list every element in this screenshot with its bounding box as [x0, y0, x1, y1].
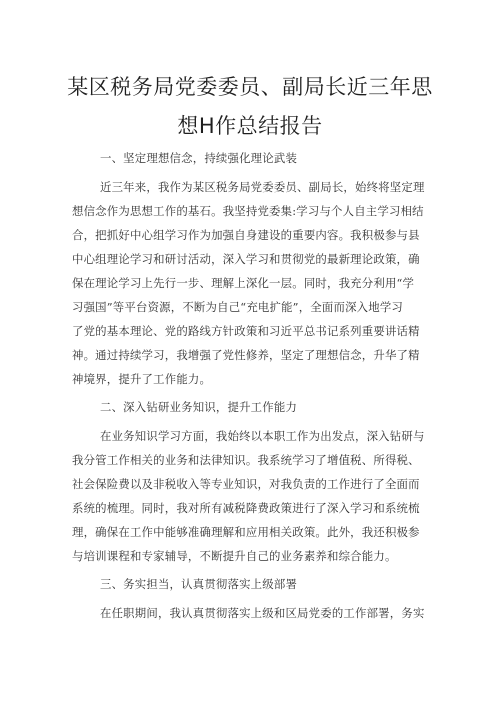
section-heading-1: 一、坚定理想信念，持续强化理论武装 — [100, 151, 298, 165]
paragraph-line: 习强国”等平台资源，不断为自己“充电扩能”，全面而深入地学习 — [72, 300, 404, 314]
paragraph-line: 合，把抓好中心组学习作为加强自身建设的重要内容。我积极参与县 — [72, 228, 420, 242]
paragraph-line: 系统的梳理。同时，我对所有减税降费政策进行了深入学习和系统梳 — [72, 501, 420, 515]
paragraph-line: 理，确保在工作中能够准确理解和应用相关政策。此外，我还积极参 — [72, 525, 420, 539]
paragraph-line: 在任职期间，我认真贯彻落实上级和区局党委的工作部署，务实 — [100, 606, 425, 620]
paragraph-line: 在业务知识学习方面，我始终以本职工作为出发点，深入钻研与 — [100, 429, 425, 443]
paragraph-line: 社会保险费以及非税收入等专业知识，对我负责的工作进行了全面而 — [72, 477, 420, 491]
document-title-line-2: 想H作总结报告 — [177, 114, 323, 138]
paragraph-line: 中心组理论学习和研讨活动，深入学习和贯彻党的最新理论政策，确 — [72, 252, 420, 266]
section-heading-3: 三、务实担当，认真贯彻落实上级部署 — [100, 577, 298, 591]
section-heading-2: 二、深入钻研业务知识，提升工作能力 — [100, 400, 298, 414]
document-title-line-1: 某区税务局党委委员、副局长近三年思 — [67, 75, 433, 99]
paragraph-line: 神。通过持续学习，我增强了党性修养，坚定了理想信念，升华了精 — [72, 348, 420, 362]
paragraph-line: 想信念作为思想工作的基石。我坚持党委集:学习与个人自主学习相结 — [72, 204, 424, 218]
paragraph-line: 近三年来，我作为某区税务局党委委员、副局长，始终将坚定理 — [100, 180, 425, 194]
paragraph-line: 我分管工作相关的业务和法律知识。我系统学习了增值税、所得税、 — [72, 453, 420, 467]
paragraph-line: 与培训课程和专家辅导，不断提升自己的业务素养和综合能力。 — [72, 549, 397, 563]
paragraph-line: 保在理论学习上先行一步、理解上深化一层。同时，我充分利用“学 — [72, 276, 415, 290]
paragraph-line: 神境界，提升了工作能力。 — [72, 372, 212, 386]
paragraph-line: 了党的基本理论、党的路线方针政策和习近平总书记系列重要讲话精 — [72, 324, 420, 338]
